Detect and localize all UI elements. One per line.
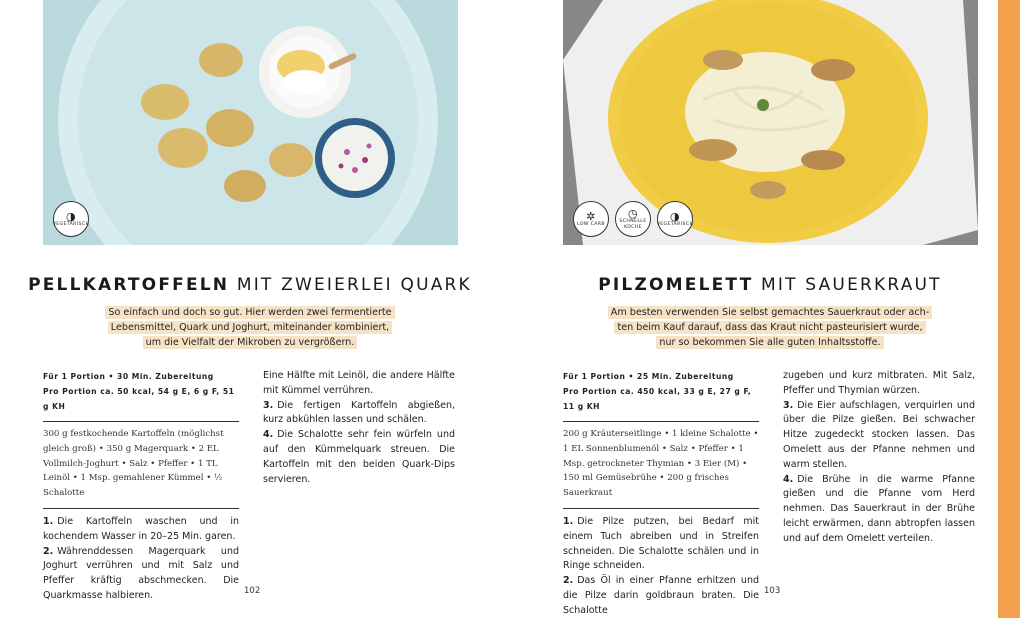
recipe-column-2 [263, 369, 455, 487]
quick-kitchen-badge [615, 201, 651, 237]
step-text: Währenddessen Magerquark und Joghurt verrühren und mit Salz und Pfeffer kräftig abschmecken. Die Quarkmasse halbieren. [43, 545, 239, 601]
badge-label: VEGETARISCH [656, 221, 694, 227]
title-main: PELLKARTOFFELN [28, 275, 230, 295]
intro-line: um die Vielfalt der Mikroben zu vergrößern. [143, 336, 358, 349]
step-1 [43, 515, 239, 545]
badge-row [573, 201, 693, 237]
recipe-title [0, 275, 500, 295]
low-carb-badge [573, 201, 609, 237]
step-number: 2. [43, 545, 54, 557]
left-page [0, 0, 500, 618]
clock-icon: ◷ [628, 207, 638, 220]
divider [563, 508, 759, 509]
step-number: 1. [43, 515, 54, 527]
step-text: Die Eier aufschlagen, verquirlen und über die Pilze gießen. Bei schwacher Hitze zugedeckt stocken lassen. Das Omelett aus der Pfanne nehmen und warm stellen. [783, 399, 975, 470]
recipe-title [520, 275, 1020, 295]
portion-info: Für 1 Portion • 25 Min. Zubereitung [563, 372, 734, 381]
step-text: Die Kartoffeln waschen und in kochendem Wasser in 20–25 Min. garen. [43, 515, 239, 542]
ingredient-list: 300 g festkochende Kartoffeln (möglichst gleich groß) • 350 g Magerquark • 2 EL Vollmilch-Joghurt • Salz • Pfeffer • 1 TL Leinöl • 1 Msp. gemahlener Kümmel • ½ Schalotte [43, 429, 224, 499]
intro-text [520, 305, 1020, 350]
wheat-icon: ✲ [586, 209, 596, 223]
orange-edge-strip [998, 0, 1020, 618]
apple-icon: ◑ [670, 209, 680, 223]
step-text: Die fertigen Kartoffeln abgießen, kurz abkühlen lassen und schälen. [263, 399, 455, 426]
step-continuation: zugeben und kurz mitbraten. Mit Salz, Pfeffer und Thymian würzen. [783, 370, 975, 396]
intro-text [0, 305, 500, 350]
potatoes-illustration [43, 0, 458, 245]
step-2 [563, 574, 759, 618]
right-page [520, 0, 998, 618]
intro-line: Lebensmittel, Quark und Joghurt, miteinander kombiniert, [108, 321, 392, 334]
step-continuation: Eine Hälfte mit Leinöl, die andere Hälfte mit Kümmel verrühren. [263, 370, 455, 396]
nutrition-info: Pro Portion ca. 50 kcal, 54 g E, 6 g F, 51 g KH [43, 387, 235, 411]
title-sub: MIT SAUERKRAUT [761, 275, 942, 295]
step-text: Das Öl in einer Pfanne erhitzen und die Pilze darin goldbraun braten. Die Schalotte [563, 575, 759, 616]
badge-label: VEGETARISCH [52, 221, 90, 227]
intro-line: nur so bekommen Sie alle guten Inhaltsstoffe. [656, 336, 883, 349]
badge-row [53, 201, 89, 237]
recipe-column-1 [43, 369, 239, 604]
nutrition-info: Pro Portion ca. 450 kcal, 33 g E, 27 g F, 11 g KH [563, 387, 752, 411]
divider [43, 508, 239, 509]
ingredient-list: 200 g Kräuterseitlinge • 1 kleine Schalotte • 1 EL Sonnenblumenöl • Salz • Pfeffer • 1 Msp. getrockneter Thymian • 3 Eier (M) • 150 ml Gemüsebrühe • 200 g frisches Sauerkraut [563, 429, 759, 499]
step-text: Die Pilze putzen, bei Bedarf mit einem Tuch abreiben und in Streifen schneiden. Die Schalotte schälen und in Ringe schneiden. [563, 515, 759, 572]
step-4 [263, 428, 455, 487]
step-number: 4. [783, 473, 794, 485]
step-3 [783, 399, 975, 473]
potatoes-photo [43, 0, 458, 245]
step-text: Die Brühe in die warme Pfanne gießen und die Pfanne vom Herd nehmen. Das Sauerkraut in der Brühe leicht erwärmen, dann abtropfen lassen und auf dem Omelett verteilen. [783, 473, 975, 544]
step-number: 1. [563, 515, 574, 527]
vegetarian-badge [657, 201, 693, 237]
badge-label: LOW CARB [577, 221, 605, 227]
step-4 [783, 473, 975, 547]
step-text: Die Schalotte sehr fein würfeln und auf den Kümmelquark streuen. Die Kartoffeln mit den beiden Quark-Dips servieren. [263, 429, 455, 485]
page-number: 103 [764, 586, 781, 596]
intro-line: ten beim Kauf darauf, dass das Kraut nicht pasteurisiert wurde, [614, 321, 925, 334]
title-sub: MIT ZWEIERLEI QUARK [236, 275, 472, 295]
step-1 [563, 515, 759, 574]
step-2 [43, 545, 239, 604]
intro-line: Am besten verwenden Sie selbst gemachtes Sauerkraut oder ach- [608, 306, 932, 319]
step-number: 2. [563, 575, 574, 587]
step-number: 3. [783, 399, 794, 411]
vegetarian-badge [53, 201, 89, 237]
omelette-photo [563, 0, 978, 245]
divider [43, 421, 239, 422]
title-main: PILZOMELETT [598, 275, 754, 295]
recipe-column-2 [783, 369, 975, 547]
divider [563, 421, 759, 422]
page-number: 102 [244, 586, 261, 596]
step-number: 4. [263, 429, 274, 441]
badge-label: SCHNELLE KÜCHE [619, 219, 647, 230]
step-3 [263, 399, 455, 429]
recipe-column-1 [563, 369, 759, 619]
apple-icon: ◑ [66, 209, 76, 223]
portion-info: Für 1 Portion • 30 Min. Zubereitung [43, 372, 214, 381]
step-number: 3. [263, 399, 274, 411]
intro-line: So einfach und doch so gut. Hier werden zwei fermentierte [105, 306, 394, 319]
